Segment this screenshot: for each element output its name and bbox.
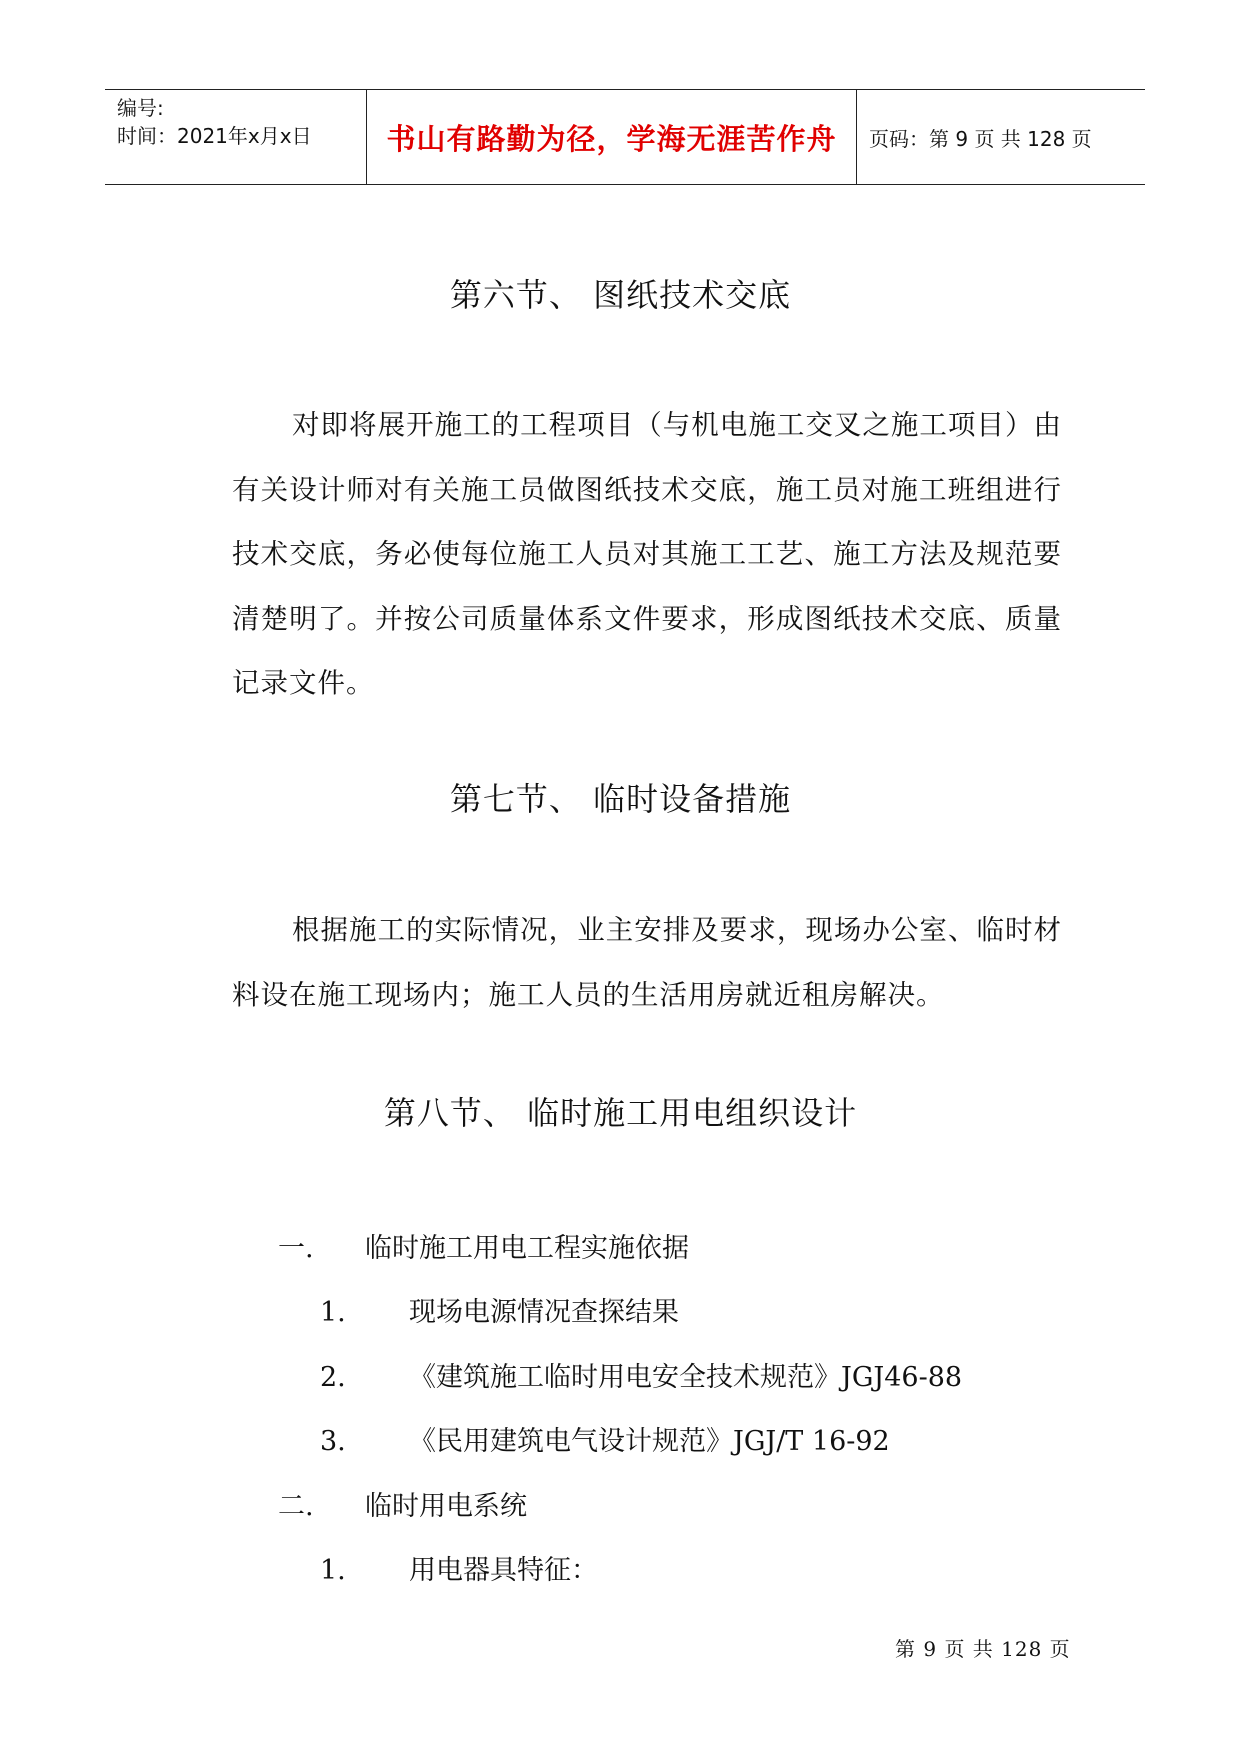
section-6-paragraph [232,393,1062,716]
section-8-title: 第八节、 临时施工用电组织设计 [383,1094,858,1132]
list-item [320,1290,679,1329]
list-item [320,1419,890,1458]
section-7-title: 第七节、 临时设备措施 [449,780,792,818]
section-7-paragraph-text: 根据施工的实际情况，业主安排及要求，现场办公室、临时材料设在施工现场内；施工人员的生活用房就近租房解决。 [232,914,1062,1011]
list-item [278,1226,689,1265]
list-item-text: 临时施工用电工程实施依据 [365,1233,689,1264]
list-item-number: 一. [278,1233,314,1264]
list-item-number: 1. [320,1555,346,1586]
list-item [320,1355,962,1394]
list-item [278,1484,527,1523]
list-item-number: 2. [320,1362,346,1393]
list-item-text: 临时用电系统 [365,1491,527,1522]
page-header [105,89,1145,185]
doc-number-label: 编号: [117,96,164,120]
list-item-text: 《民用建筑电气设计规范》JGJ/T 16-92 [409,1426,890,1457]
section-6-paragraph-text: 对即将展开施工的工程项目（与机电施工交叉之施工项目）由有关设计师对有关施工员做图纸技术交底，施工员对施工班组进行技术交底，务必使每位施工人员对其施工工艺、施工方法及规范要清楚明了。并按公司质量体系文件要求，形成图纸技术交底、质量记录文件。 [232,409,1062,699]
list-item-number: 3. [320,1426,346,1457]
header-meta [105,90,367,184]
list-item-text: 《建筑施工临时用电安全技术规范》JGJ46-88 [409,1362,963,1393]
header-page-info: 页码：第 9 页 共 128 页 [869,126,1092,151]
list-item-number: 二. [278,1491,314,1522]
list-item-number: 1. [320,1297,346,1328]
section-6-title: 第六节、 图纸技术交底 [449,276,792,314]
doc-time-label: 时间：2021年x月x日 [117,124,312,148]
header-motto: 书山有路勤为径，学海无涯苦作舟 [367,90,857,184]
list-item [320,1548,598,1587]
section-7-paragraph [232,898,1062,1027]
list-item-text: 用电器具特征： [409,1555,598,1586]
page-footer: 第 9 页 共 128 页 [895,1637,1071,1661]
list-item-text: 现场电源情况查探结果 [409,1297,679,1328]
